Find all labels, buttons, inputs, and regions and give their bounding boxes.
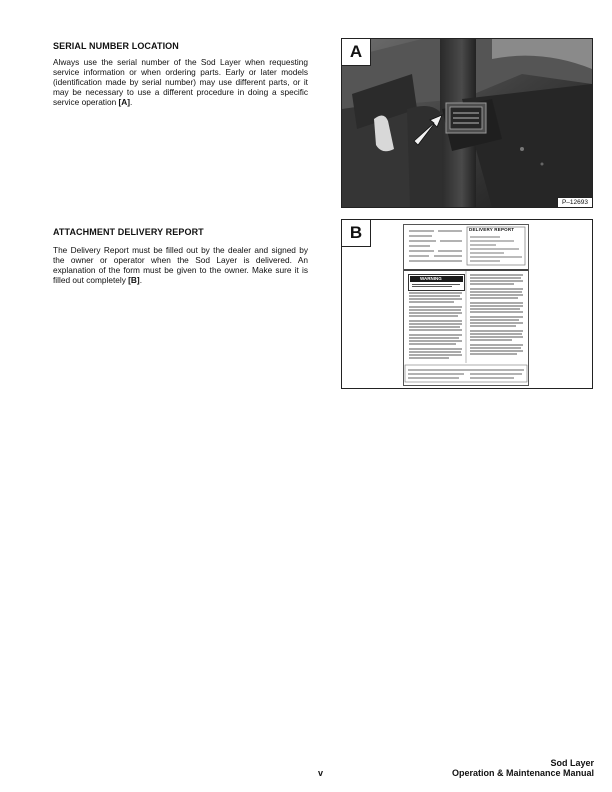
figure-a-reference: [A] — [118, 96, 131, 107]
serial-number-paragraph — [53, 58, 308, 108]
form-title: DELIVERY REPORT — [469, 227, 515, 232]
manual-title — [452, 758, 594, 778]
figure-b-form — [341, 219, 593, 389]
delivery-report-text: The Delivery Report must be filled out by the dealer and signed by the owner or operator when the Sod Layer is delivered. An explanation of the form must be given to the owner. Make sure it is filled out completely — [53, 245, 308, 285]
period: . — [130, 96, 133, 107]
manual-title-line2: Operation & Maintenance Manual — [451, 768, 594, 778]
period: . — [139, 274, 143, 285]
form-body-lines — [404, 271, 528, 383]
delivery-report-heading: ATTACHMENT DELIVERY REPORT — [53, 227, 204, 237]
figure-b-label: B — [342, 220, 371, 247]
photo-code: P–12693 — [557, 197, 592, 207]
delivery-report-paragraph — [53, 246, 308, 286]
serial-number-text: Always use the serial number of the Sod Layer when requesting service information or when ordering parts. Early or later models (identification made by serial number) may use different parts, or it may be necessary to use a different procedure in doing a specific service operation — [53, 57, 308, 107]
figure-a-photo — [341, 38, 593, 208]
figure-a-label: A — [342, 39, 371, 66]
warning-label: WARNING — [410, 276, 463, 282]
page-number: v — [318, 768, 324, 778]
figure-b-reference: [B] — [128, 274, 140, 285]
serial-plate-photo — [342, 39, 592, 207]
delivery-report-form — [403, 224, 529, 386]
serial-number-heading: SERIAL NUMBER LOCATION — [53, 41, 179, 51]
manual-title-line1: Sod Layer — [550, 758, 594, 768]
